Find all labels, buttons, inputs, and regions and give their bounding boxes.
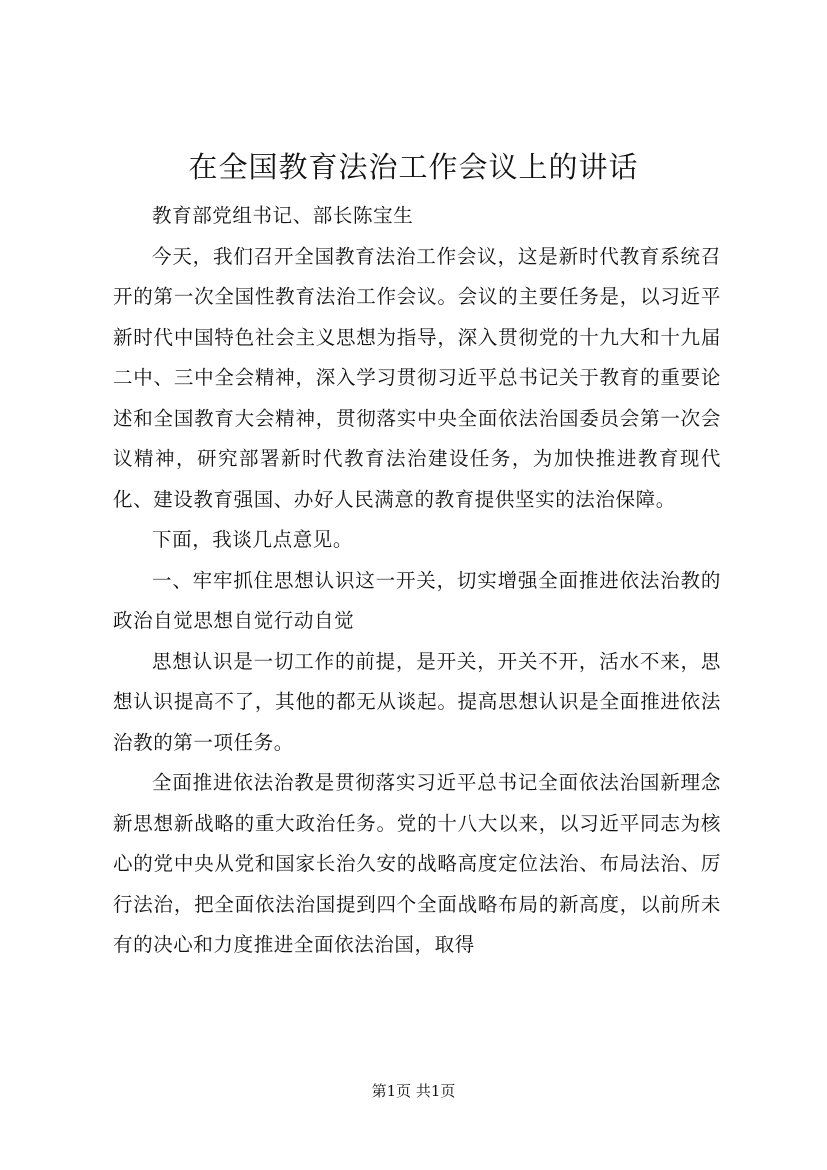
page-footer (0, 1081, 827, 1101)
paragraph: 今天，我们召开全国教育法治工作会议，这是新时代教育系统召开的第一次全国性教育法治工作会议。会议的主要任务是，以习近平新时代中国特色社会主义思想为指导，深入贯彻党的十九大和十九届二中、三中全会精神，深入学习贯彻习近平总书记关于教育的重要论述和全国教育大会精神，贯彻落实中央全面依法治国委员会第一次会议精神，研究部署新时代教育法治建设任务，为加快推进教育现代化、建设教育强国、办好人民满意的教育提供坚实的法治保障。 (113, 244, 721, 511)
document-body (113, 196, 721, 966)
document-title: 在全国教育法治工作会议上的讲话 (188, 150, 639, 184)
page-number: 第1页 共1页 (371, 1082, 456, 1100)
paragraph: 思想认识是一切工作的前提，是开关，开关不开，活水不来，思想认识提高不了，其他的都无从谈起。提高思想认识是全面推进依法治教的第一项任务。 (113, 649, 721, 754)
section-heading: 一、牢牢抓住思想认识这一开关，切实增强全面推进依法治教的政治自觉思想自觉行动自觉 (113, 568, 721, 632)
paragraph: 下面，我谈几点意见。 (152, 528, 354, 551)
author-line: 教育部党组书记、部长陈宝生 (152, 204, 414, 227)
paragraph: 全面推进依法治教是贯彻落实习近平总书记全面依法治国新理念新思想新战略的重大政治任务。党的十八大以来，以习近平同志为核心的党中央从党和国家长治久安的战略高度定位法治、布局法治、厉行法治，把全面依法治国提到四个全面战略布局的新高度，以前所未有的决心和力度推进全面依法治国，取得 (113, 771, 721, 956)
